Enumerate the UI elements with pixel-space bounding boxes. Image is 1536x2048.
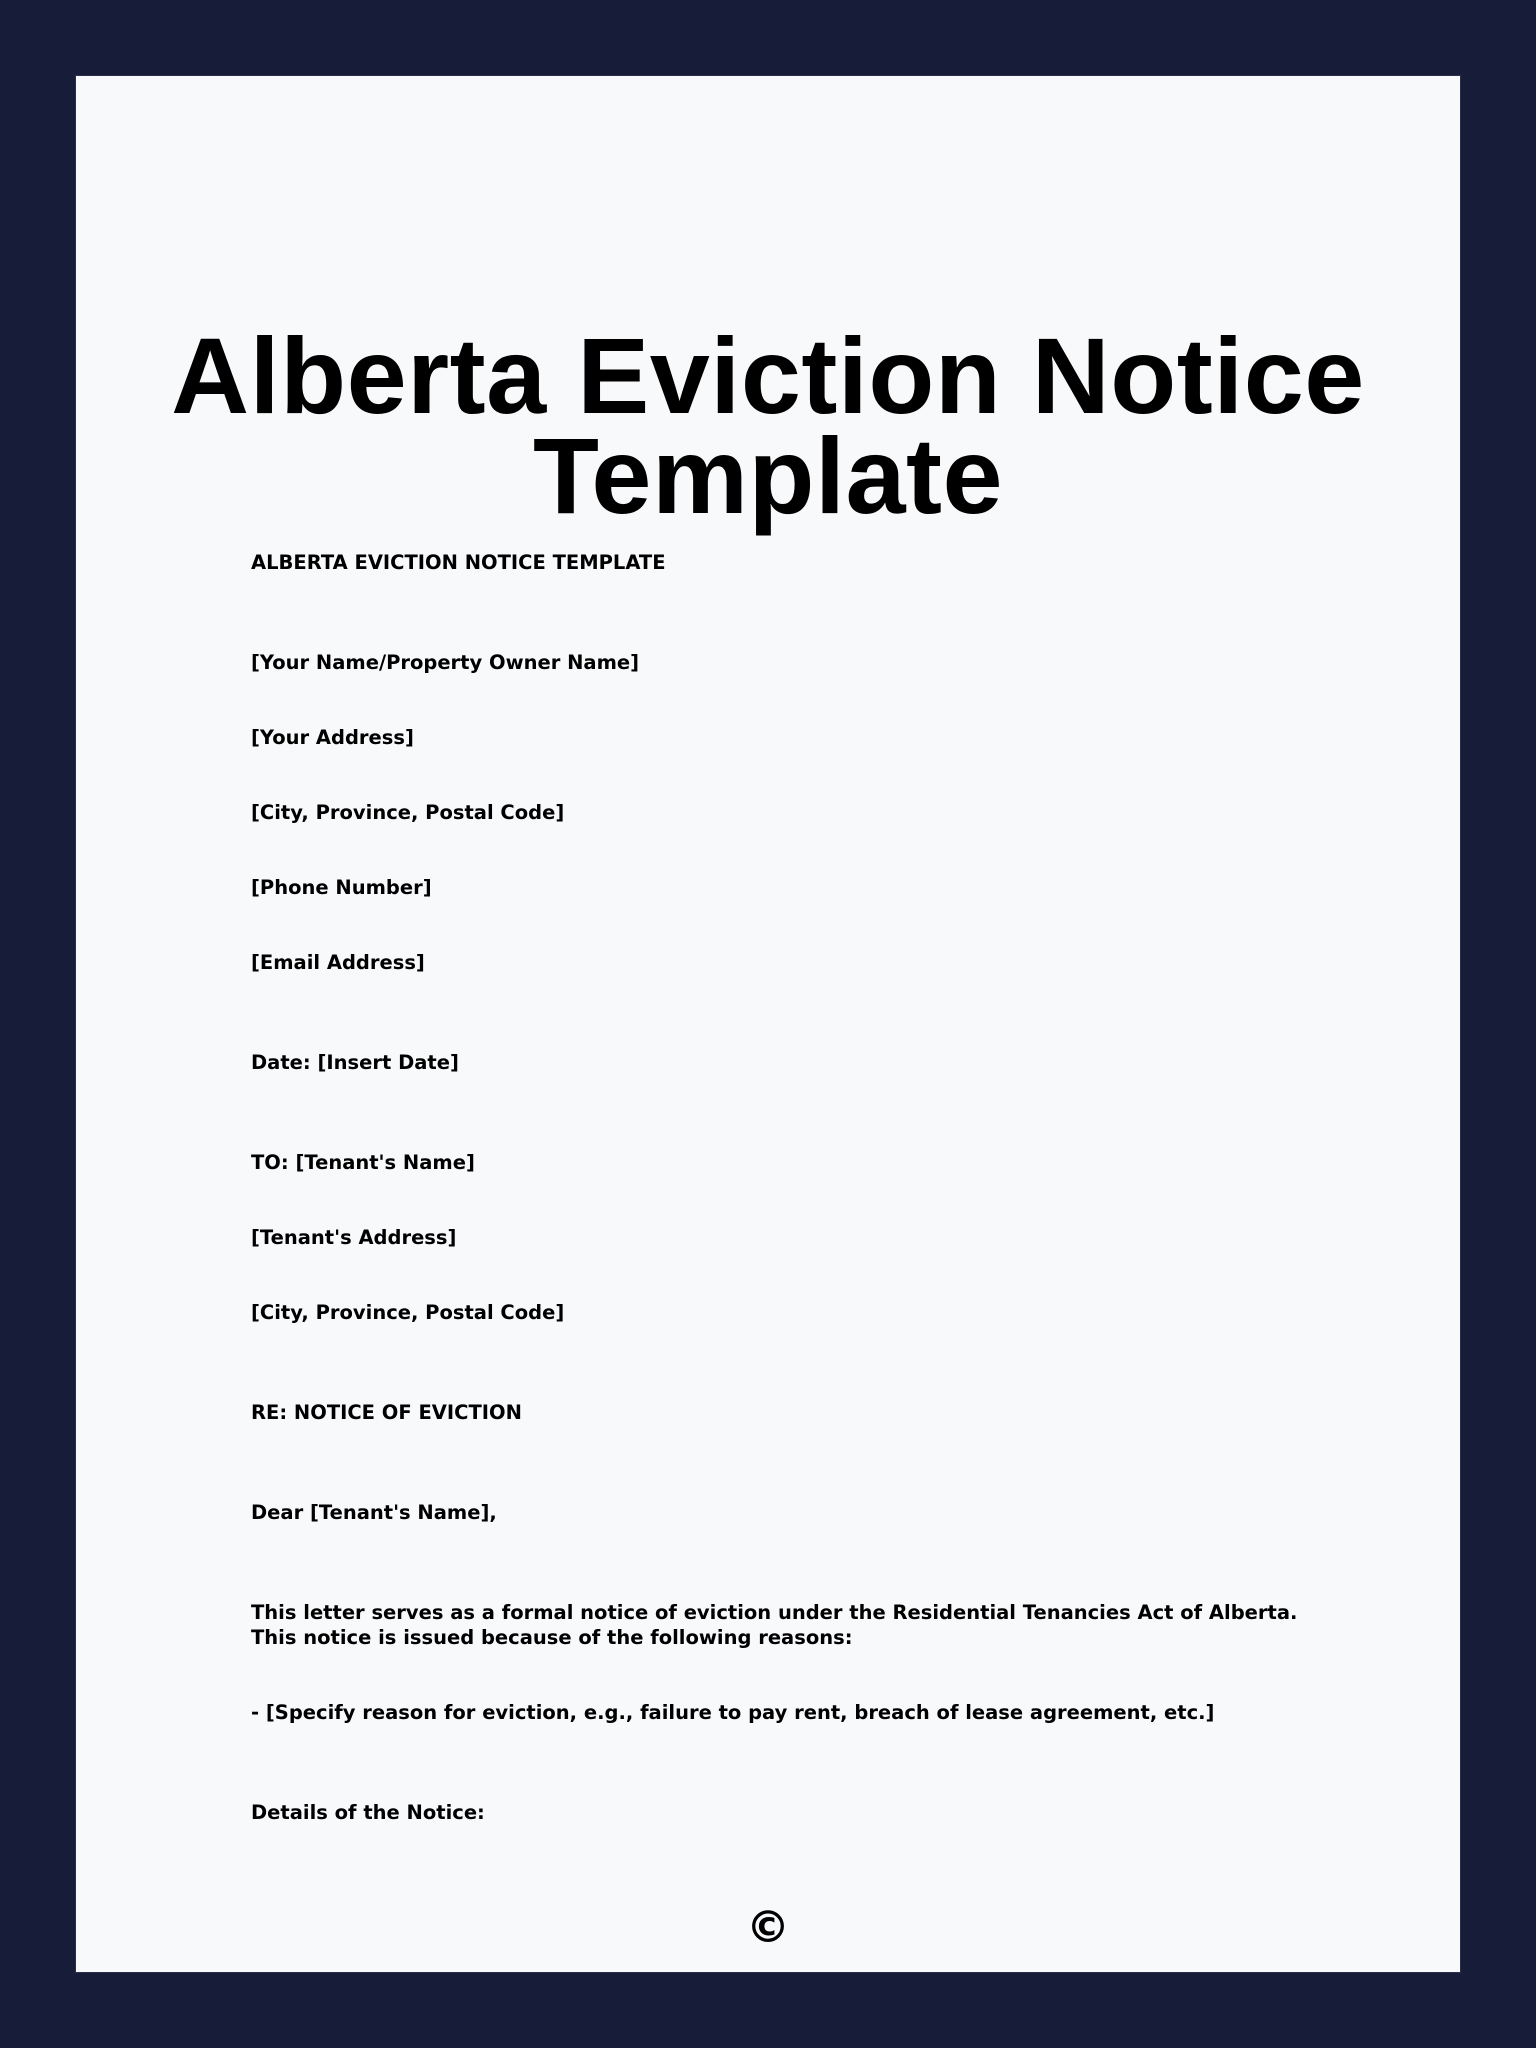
details-heading: Details of the Notice: [251,1801,485,1824]
title-line-2: Template [532,415,1004,536]
recipient-city: [City, Province, Postal Code] [251,1301,565,1324]
document-title [76,315,1460,536]
title-line-1: Alberta Eviction Notice [171,315,1365,436]
re-line: RE: NOTICE OF EVICTION [251,1401,522,1424]
sender-name: [Your Name/Property Owner Name] [251,651,640,674]
salutation: Dear [Tenant's Name], [251,1501,497,1524]
letter-date: Date: [Insert Date] [251,1051,459,1074]
letter-heading: ALBERTA EVICTION NOTICE TEMPLATE [251,551,666,574]
sender-city: [City, Province, Postal Code] [251,801,565,824]
document-page [75,75,1461,1973]
recipient-address: [Tenant's Address] [251,1226,457,1249]
copyright-icon: © [746,1902,790,1953]
intro-paragraph: This letter serves as a formal notice of eviction under the Residential Tenancies Act of Alberta. This notice is issued because of the following reasons: [251,1601,1298,1649]
sender-address: [Your Address] [251,726,414,749]
sender-phone: [Phone Number] [251,876,432,899]
sender-email: [Email Address] [251,951,425,974]
eviction-reason: - [Specify reason for eviction, e.g., failure to pay rent, breach of lease agreement, etc.] [251,1701,1215,1724]
recipient-to: TO: [Tenant's Name] [251,1151,475,1174]
